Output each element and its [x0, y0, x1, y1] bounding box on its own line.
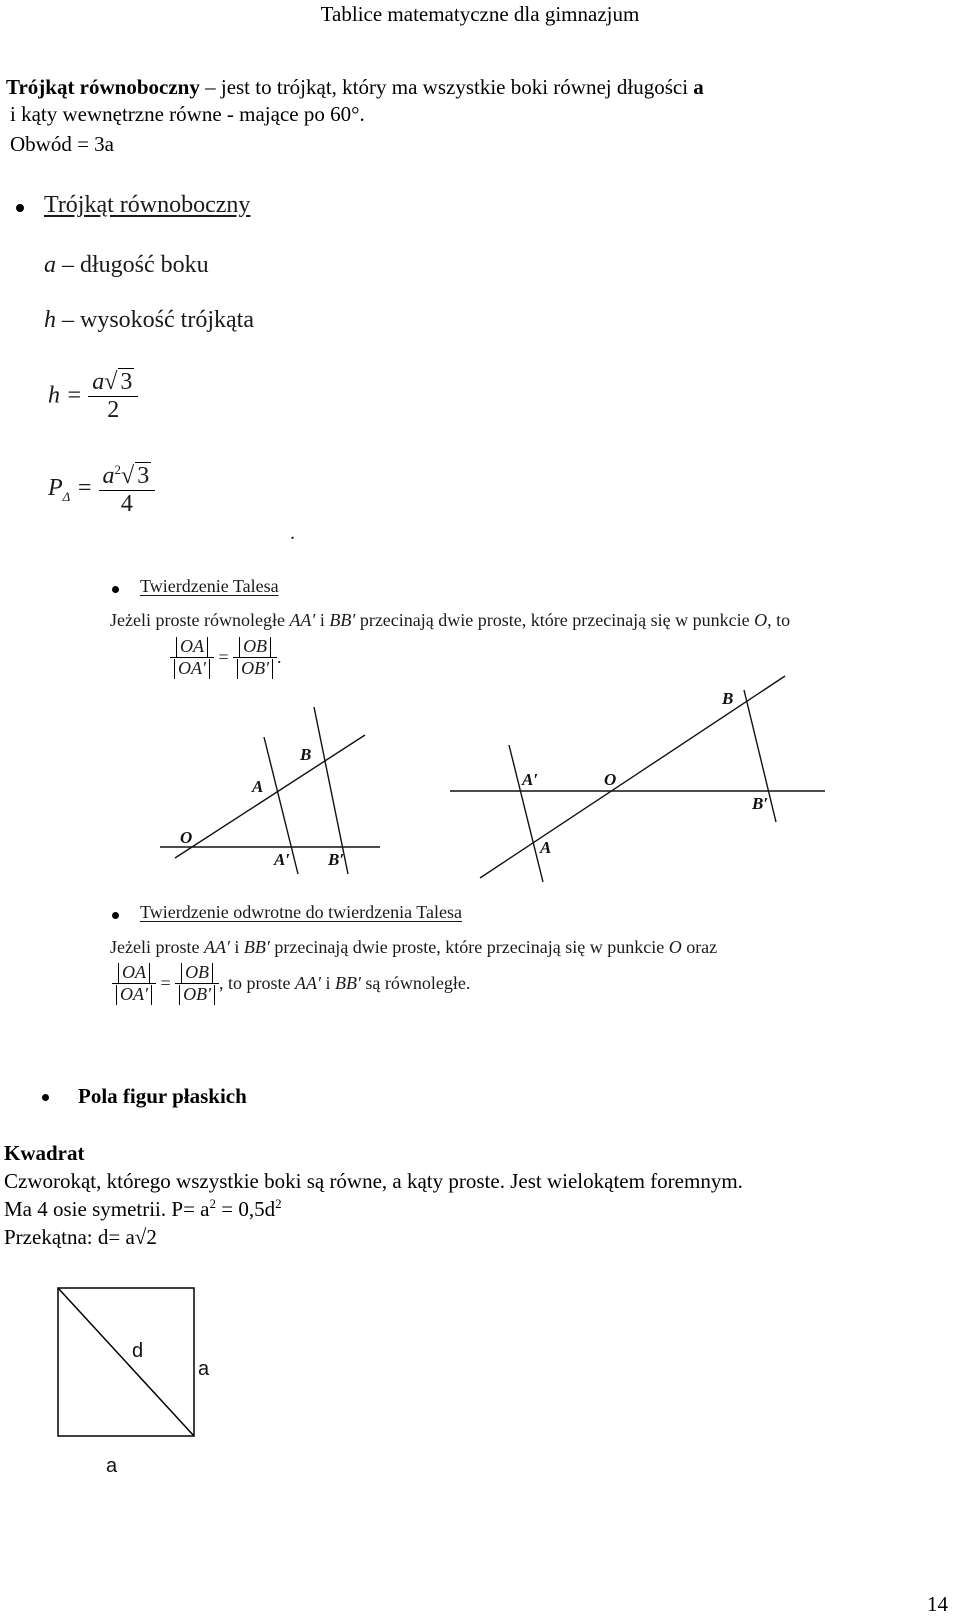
fig2-label-a: A — [540, 838, 552, 857]
bullet-icon — [112, 912, 119, 919]
fig1-label-b-prime: B′ — [328, 850, 345, 869]
box-dot: . — [290, 522, 295, 544]
square-title: Kwadrat — [4, 1141, 85, 1165]
area-subscript: Δ — [62, 488, 71, 504]
page-header: Tablice matematyczne dla gimnazjum — [320, 2, 640, 26]
fig1-oblique-line — [175, 735, 365, 858]
fig1-label-a-prime: A′ — [274, 850, 291, 869]
height-denominator: 2 — [107, 397, 120, 423]
converse-text-b: przecinają dwie proste, które przecinają się w punkcie — [269, 937, 669, 957]
intro-perimeter: Obwód = 3a — [10, 132, 114, 156]
intro-side-symbol: a — [693, 75, 704, 99]
square-area-exp2: 2 — [275, 1196, 282, 1211]
height-num-a: a — [92, 369, 105, 395]
fig1-label-b: B — [300, 745, 312, 764]
converse-seg-aa: AA′ — [203, 937, 230, 957]
a-description: – długość boku — [56, 252, 209, 278]
fig2-parallel-aa — [509, 745, 543, 882]
converse-seg-bb-2: BB′ — [334, 973, 361, 993]
converse-point-o: O — [668, 937, 682, 957]
areas-title: Pola figur płaskich — [78, 1084, 247, 1108]
h-description: – wysokość trójkąta — [56, 307, 254, 333]
area-p: P — [48, 475, 63, 502]
h-symbol: h — [44, 307, 56, 333]
a-symbol: a — [44, 252, 56, 278]
converse-statement-line1 — [110, 937, 717, 958]
fig2-label-a-prime: A′ — [522, 770, 539, 789]
converse-seg-aa-2: AA′ — [295, 973, 321, 993]
converse-oa-prime: OA′ — [116, 985, 152, 1005]
fig2-label-b: B — [722, 689, 734, 708]
area-eq: = — [76, 475, 93, 502]
talesa-seg-bb: BB′ — [329, 610, 356, 630]
area-num-exp: 2 — [114, 462, 122, 477]
square-label-a-bottom: a — [106, 1455, 118, 1477]
fig1-label-o: O — [180, 828, 193, 847]
square-definition: Czworokąt, którego wszystkie boki są równe, a kąty proste. Jest wielokątem foremnym. — [4, 1169, 743, 1193]
talesa-ob-prime: OB′ — [237, 659, 273, 679]
talesa-oa-prime: OA′ — [174, 659, 210, 679]
talesa-text-i: i — [315, 610, 330, 630]
converse-text-parallel: są równoległe. — [360, 973, 471, 993]
square-diagonal-line — [58, 1288, 194, 1436]
square-area-text-b: = 0,5d — [216, 1197, 276, 1221]
height-num-root: 3 — [120, 369, 133, 395]
square-label-a-right: a — [198, 1358, 210, 1380]
converse-fraction-oa — [112, 962, 156, 1005]
converse-ob: OB — [181, 963, 213, 983]
talesa-title: Twierdzenie Talesa — [140, 576, 279, 596]
converse-text-to: , to proste — [219, 973, 296, 993]
intro-definition-text: – jest to trójkąt, który ma wszystkie boki równej długości — [199, 75, 694, 99]
talesa-oa: OA — [176, 637, 208, 657]
square-area — [4, 1196, 282, 1222]
converse-title: Twierdzenie odwrotne do twierdzenia Talesa — [140, 902, 463, 922]
height-numerator: a√ 3 — [88, 368, 138, 397]
converse-oa: OA — [118, 963, 150, 983]
talesa-text-start: Jeżeli proste równoległe — [110, 610, 290, 630]
area-numerator: $a^2√$ 3 — [99, 462, 156, 491]
talesa-period: . — [277, 647, 282, 667]
converse-text-c: oraz — [681, 937, 718, 957]
square-area-text-a: Ma 4 osie symetrii. P= a — [4, 1197, 210, 1221]
fig2-label-o: O — [604, 770, 617, 789]
talesa-eq: = — [218, 647, 229, 667]
talesa-text-to: , to — [767, 610, 791, 630]
area-num-root: 3 — [137, 463, 150, 489]
triangle-box-title: Trójkąt równoboczny — [44, 192, 251, 218]
talesa-text-end: przecinają dwie proste, które przecinają się w punkcie — [355, 610, 755, 630]
converse-eq: = — [160, 973, 171, 993]
converse-fraction-ob — [175, 962, 219, 1005]
talesa-point-o: O — [754, 610, 768, 630]
converse-text-i: i — [229, 937, 244, 957]
converse-text-a: Jeżeli proste — [110, 937, 204, 957]
intro-term: Trójkąt równoboczny — [6, 75, 200, 99]
bullet-icon — [42, 1094, 49, 1101]
fig1-label-a: A — [252, 777, 264, 796]
height-lhs: h = — [48, 382, 83, 409]
talesa-ob: OB — [239, 637, 271, 657]
converse-statement-line2 — [112, 962, 470, 1005]
area-num-a: a — [102, 463, 115, 489]
converse-text-i-2: i — [320, 973, 335, 993]
square-label-d: d — [132, 1340, 144, 1362]
intro-angles: i kąty wewnętrzne równe - mające po 60°. — [10, 102, 365, 126]
square-figure — [50, 1280, 230, 1480]
converse-ob-prime: OB′ — [179, 985, 215, 1005]
converse-seg-bb: BB′ — [243, 937, 270, 957]
square-diagonal: Przekątna: d= a√2 — [4, 1225, 157, 1249]
fig1-parallel-bb — [314, 707, 348, 874]
page-number: 14 — [927, 1592, 948, 1616]
talesa-seg-aa: AA′ — [289, 610, 316, 630]
fig2-label-b-prime: B′ — [752, 794, 769, 813]
area-denominator: 4 — [120, 491, 133, 517]
square-area-exp1: 2 — [209, 1196, 216, 1211]
